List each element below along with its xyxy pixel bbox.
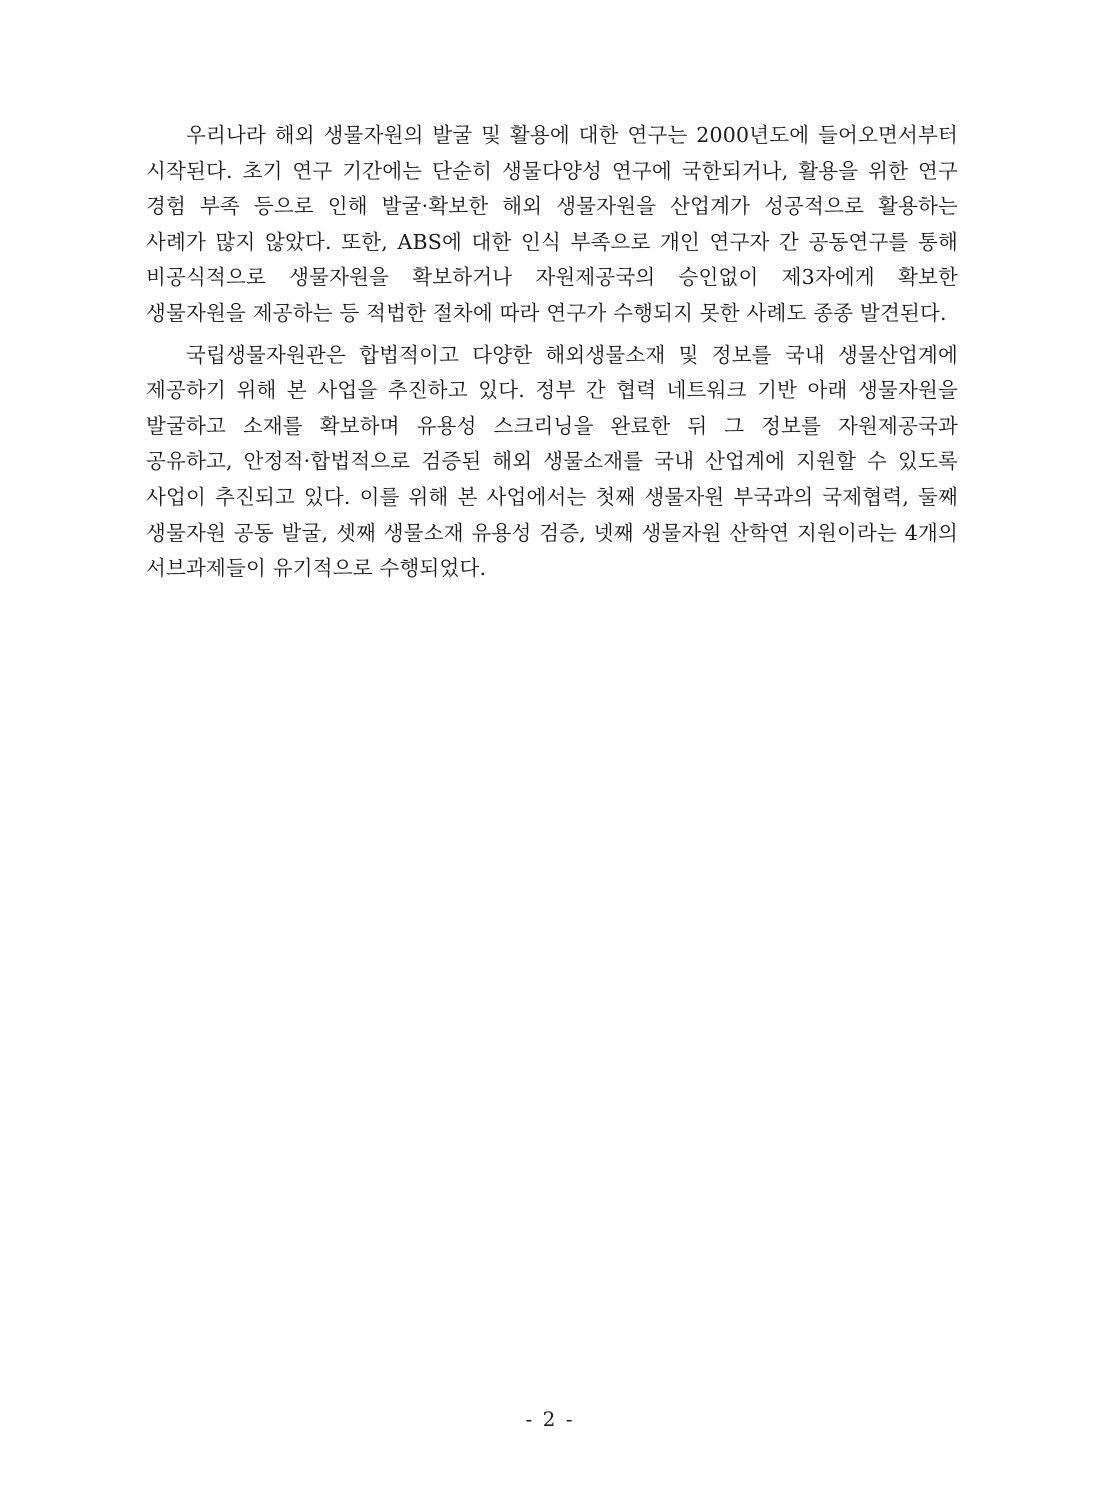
- paragraph-2: 국립생물자원관은 합법적이고 다양한 해외생물소재 및 정보를 국내 생물산업계에 제공하기 위해 본 사업을 추진하고 있다. 정부 간 협력 네트워크 기반 아래 생물자원을 발굴하고 소재를 확보하며 유용성 스크리닝을 완료한 뒤 그 정보를 자원제공국과 공유하고, 안정적·합법적으로 검증된 해외 생물소재를 국내 산업계에 지원할 수 있도록 사업이 추진되고 있다. 이를 위해 본 사업에서는 첫째 생물자원 부국과의 국제협력, 둘째 생물자원 공동 발굴, 셋째 생물소재 유용성 검증, 넷째 생물자원 산학연 지원이라는 4개의 서브과제들이 유기적으로 수행되었다.: [146, 342, 958, 581]
- paragraph-1: 우리나라 해외 생물자원의 발굴 및 활용에 대한 연구는 2000년도에 들어오면서부터 시작된다. 초기 연구 기간에는 단순히 생물다양성 연구에 국한되거나, 활용을 위한 연구 경험 부족 등으로 인해 발굴·확보한 해외 생물자원을 산업계가 성공적으로 활용하는 사례가 많지 않았다. 또한, ABS에 대한 인식 부족으로 개인 연구자 간 공동연구를 통해 비공식적으로 생물자원을 확보하거나 자원제공국의 승인없이 제3자에게 확보한 생물자원을 제공하는 등 적법한 절차에 따라 연구가 수행되지 못한 사례도 종종 발견된다.: [146, 123, 958, 325]
- page-number: - 2 -: [525, 1407, 575, 1431]
- body-text: [146, 118, 958, 593]
